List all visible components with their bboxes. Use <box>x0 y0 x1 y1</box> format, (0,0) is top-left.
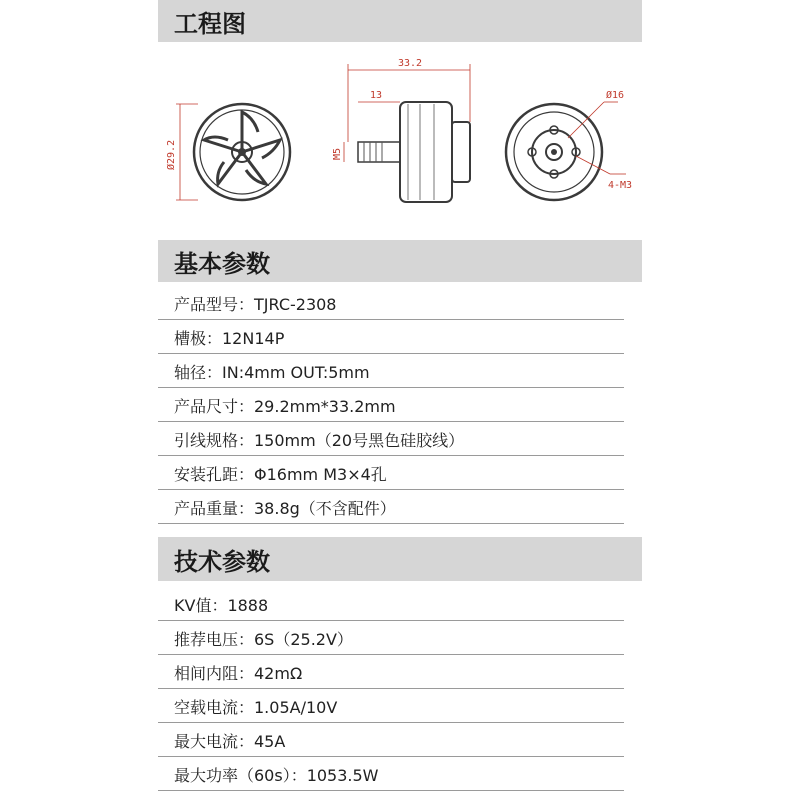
length-dimension: 33.2 <box>398 58 423 69</box>
tech-row-kv <box>158 588 624 621</box>
tech-section-title: 技术参数 <box>174 547 270 576</box>
tech-row-max-power <box>158 758 624 791</box>
row-text: 引线规格：150mm（20号黑色硅胶线） <box>174 430 465 450</box>
basic-section-header <box>158 240 642 282</box>
front-view <box>165 104 290 200</box>
tech-row-max-current <box>158 724 624 757</box>
shaft-length-dimension: 13 <box>370 90 383 101</box>
row-text: 相间内阻：42mΩ <box>174 663 303 683</box>
holes-dimension: 4-M3 <box>608 180 633 191</box>
thread-dimension: M5 <box>332 147 343 160</box>
row-text: 空载电流：1.05A/10V <box>174 697 338 717</box>
basic-row-slots <box>158 321 624 354</box>
row-text: 槽极：12N14P <box>174 328 285 348</box>
row-text: 最大功率（60s）：1053.5W <box>174 765 379 785</box>
row-text: KV值：1888 <box>174 595 269 615</box>
basic-section-title: 基本参数 <box>174 249 270 278</box>
row-text: 产品重量：38.8g（不含配件） <box>174 498 396 518</box>
tech-row-voltage <box>158 622 624 655</box>
drawing-section-title: 工程图 <box>174 9 246 38</box>
basic-row-shaft <box>158 355 624 388</box>
hole-circle-dimension: Ø16 <box>606 90 625 101</box>
basic-row-lead <box>158 423 624 456</box>
tech-row-noload-current <box>158 690 624 723</box>
engineering-drawing <box>158 52 642 238</box>
basic-row-mount <box>158 457 624 490</box>
drawing-section-header <box>158 0 642 42</box>
row-text: 产品尺寸：29.2mm*33.2mm <box>174 396 396 416</box>
tech-section-header <box>158 537 642 581</box>
basic-row-model <box>158 287 624 320</box>
row-text: 安装孔距：Φ16mm M3×4孔 <box>174 464 387 484</box>
rear-view <box>506 89 632 200</box>
row-text: 最大电流：45A <box>174 731 286 751</box>
side-view <box>332 58 470 202</box>
row-text: 产品型号：TJRC-2308 <box>174 294 337 314</box>
tech-row-resistance <box>158 656 624 689</box>
basic-row-size <box>158 389 624 422</box>
diameter-dimension: Ø29.2 <box>166 139 177 170</box>
row-text: 轴径：IN:4mm OUT:5mm <box>174 362 370 382</box>
basic-row-weight <box>158 491 624 524</box>
row-text: 推荐电压：6S（25.2V） <box>174 629 353 649</box>
